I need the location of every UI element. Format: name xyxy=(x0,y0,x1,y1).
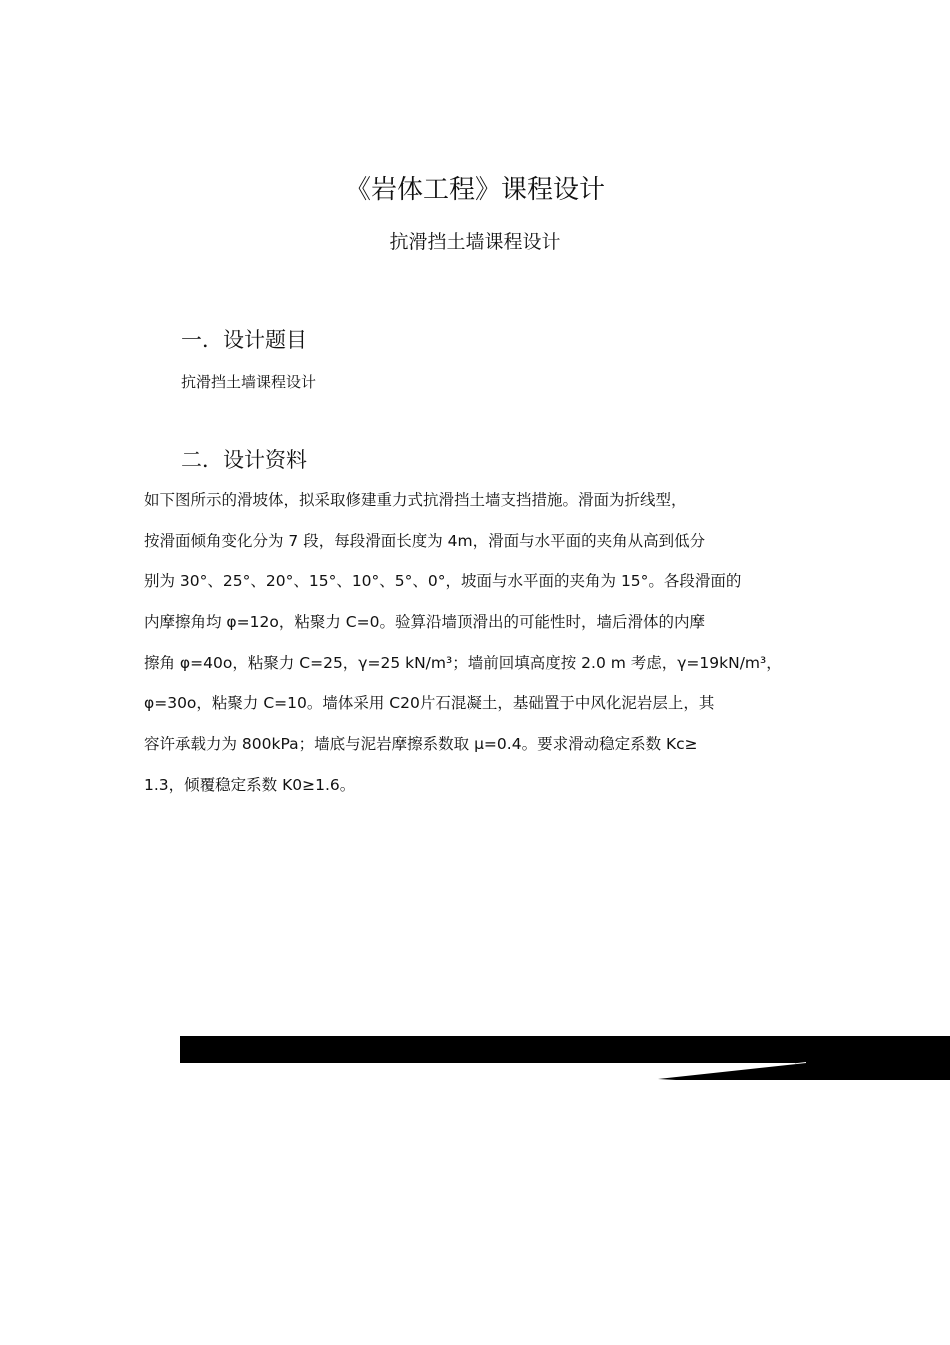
figure-black-block xyxy=(795,1062,950,1080)
section-1-heading: 一．设计题目 xyxy=(181,328,307,352)
paragraph-line: 擦角 φ=40o，粘聚力 C=25，γ=25 kN/m³；墙前回填高度按 2.0 m 考虑，γ=19kN/m³， xyxy=(144,653,782,672)
figure-wedge-shape xyxy=(656,1062,806,1082)
paragraph-line: 1.3，倾覆稳定系数 K0≥1.6。 xyxy=(144,775,356,794)
paragraph-line: 按滑面倾角变化分为 7 段，每段滑面长度为 4m，滑面与水平面的夹角从高到低分 xyxy=(144,531,706,550)
design-data-paragraph xyxy=(144,484,824,810)
document-subtitle: 抗滑挡土墙课程设计 xyxy=(389,231,561,253)
paragraph-line: 如下图所示的滑坡体，拟采取修建重力式抗滑挡土墙支挡措施。滑面为折线型， xyxy=(144,491,687,509)
section-2-heading: 二．设计资料 xyxy=(181,448,307,472)
document-title: 《岩体工程》课程设计 xyxy=(344,175,605,205)
paragraph-line: 内摩擦角均 φ=12o，粘聚力 C=0。验算沿墙顶滑出的可能性时，墙后滑体的内摩 xyxy=(144,613,705,632)
figure-black-bar xyxy=(180,1036,950,1063)
paragraph-line: φ=30o，粘聚力 C=10。墙体采用 C20片石混凝土，基础置于中风化泥岩层上，其 xyxy=(144,694,715,713)
paragraph-line: 容许承载力为 800kPa；墙底与泥岩摩擦系数取 μ=0.4。要求滑动稳定系数 Kc≥ xyxy=(144,735,698,754)
paragraph-line: 别为 30°、25°、20°、15°、10°、5°、0°，坡面与水平面的夹角为 15°。各段滑面的 xyxy=(144,572,742,591)
section-1-content: 抗滑挡土墙课程设计 xyxy=(181,373,317,391)
